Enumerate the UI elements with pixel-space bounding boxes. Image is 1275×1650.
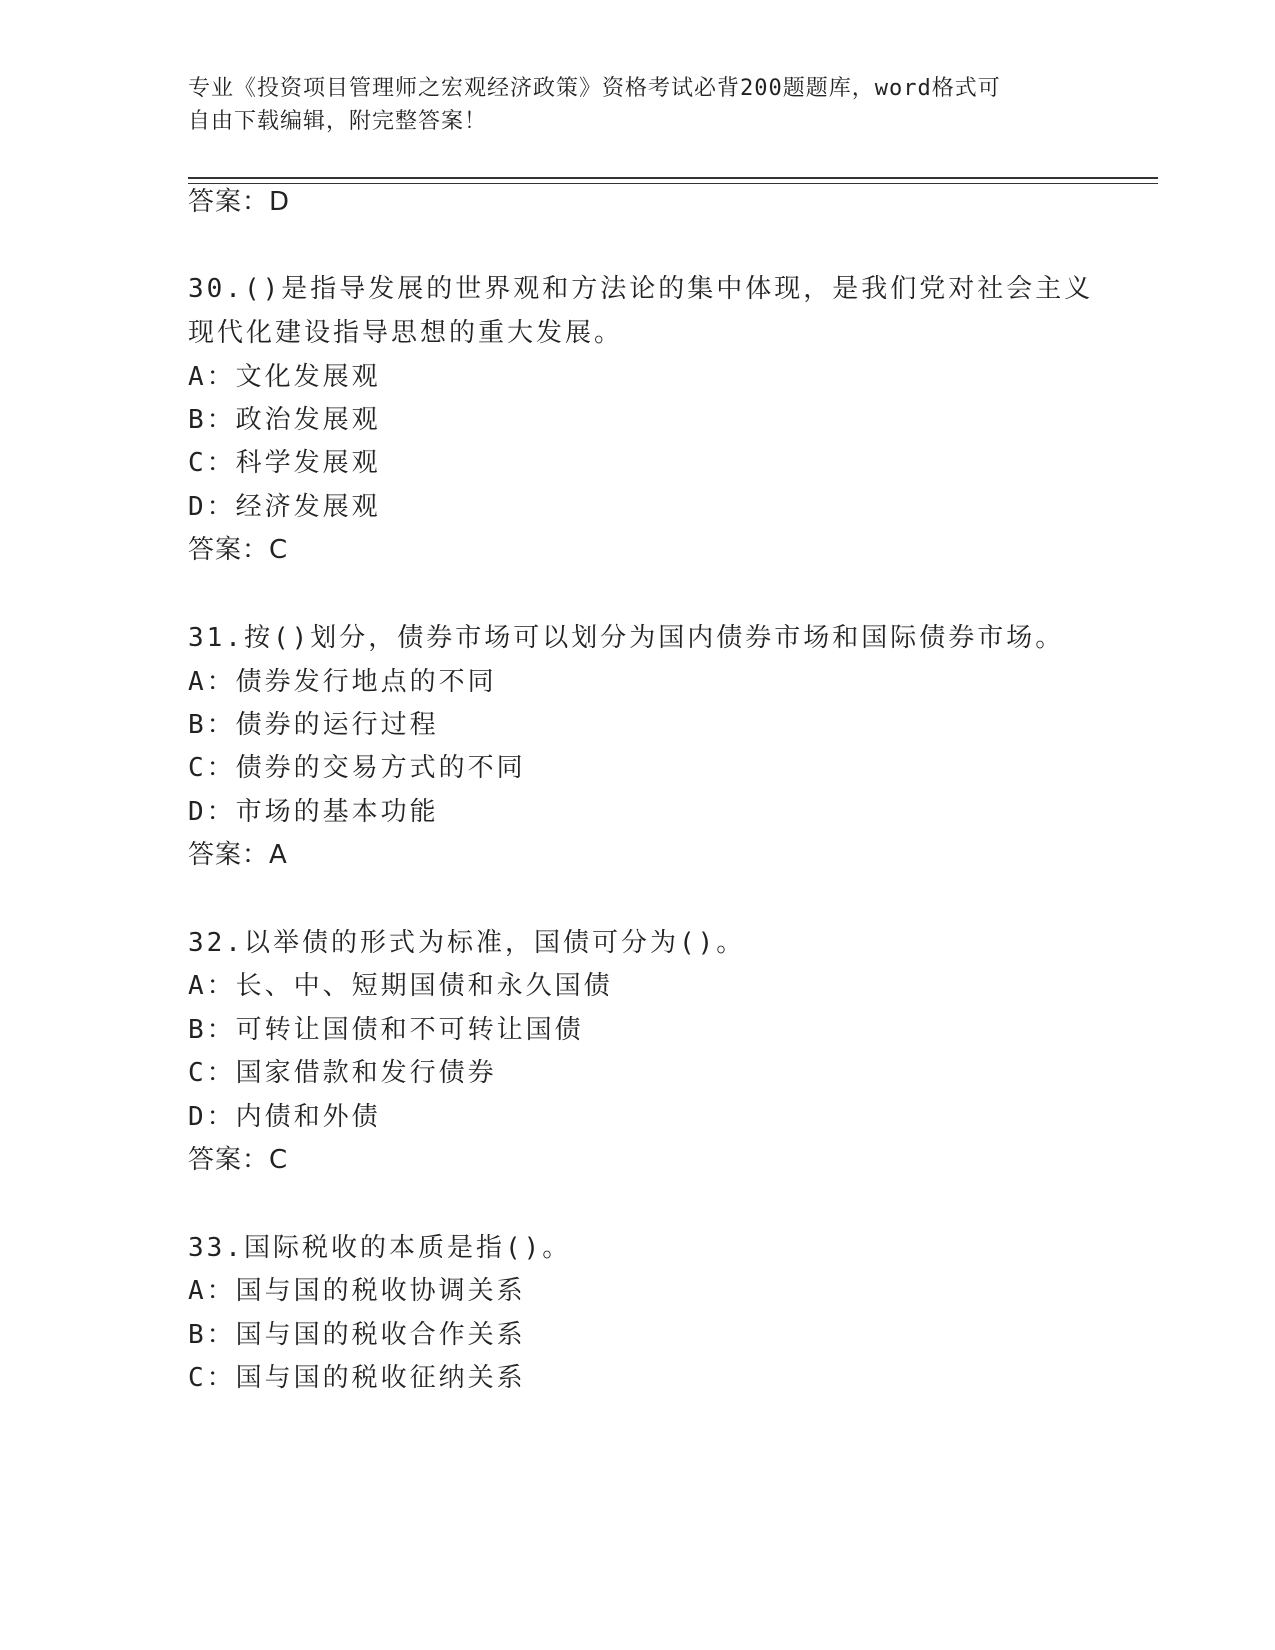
q32-option-a: A：长、中、短期国债和永久国债 [188,971,613,1001]
q32-option-d: D：内债和外债 [188,1102,381,1132]
q31-option-c: C：债券的交易方式的不同 [188,753,526,783]
q33-option-c: C：国与国的税收征纳关系 [188,1363,526,1393]
q30-stem-line-2: 现代化建设指导思想的重大发展。 [188,318,624,348]
document-header [188,72,1068,138]
header-line-1: 专业《投资项目管理师之宏观经济政策》资格考试必背200题题库，word格式可 [188,76,1001,101]
header-divider-thin [188,183,1158,184]
header-divider-thick [188,177,1158,179]
q32-stem-line-1: 32.以举债的形式为标准，国债可分为()。 [188,928,746,958]
q31-option-d: D：市场的基本功能 [188,797,439,827]
prev-answer: 答案：D [188,187,291,217]
q32-option-b: B：可转让国债和不可转让国债 [188,1015,584,1045]
q32-answer: 答案：C [188,1145,289,1175]
header-line-2: 自由下载编辑，附完整答案！ [188,109,488,134]
q32-option-c: C：国家借款和发行债券 [188,1058,497,1088]
q33-option-b: B：国与国的税收合作关系 [188,1320,526,1350]
q33-option-a: A：国与国的税收协调关系 [188,1276,526,1306]
q30-option-b: B：政治发展观 [188,405,381,435]
q30-answer: 答案：C [188,535,289,565]
q31-option-b: B：债券的运行过程 [188,710,439,740]
q31-stem-line-1: 31.按()划分，债券市场可以划分为国内债券市场和国际债券市场。 [188,623,1065,653]
q30-stem-line-1: 30.()是指导发展的世界观和方法论的集中体现，是我们党对社会主义 [188,274,1094,304]
q30-option-d: D：经济发展观 [188,492,381,522]
q31-option-a: A：债券发行地点的不同 [188,667,497,697]
q33-stem-line-1: 33.国际税收的本质是指()。 [188,1233,572,1263]
q31-answer: 答案：A [188,840,288,870]
q30-option-c: C：科学发展观 [188,448,381,478]
q30-option-a: A：文化发展观 [188,362,381,392]
